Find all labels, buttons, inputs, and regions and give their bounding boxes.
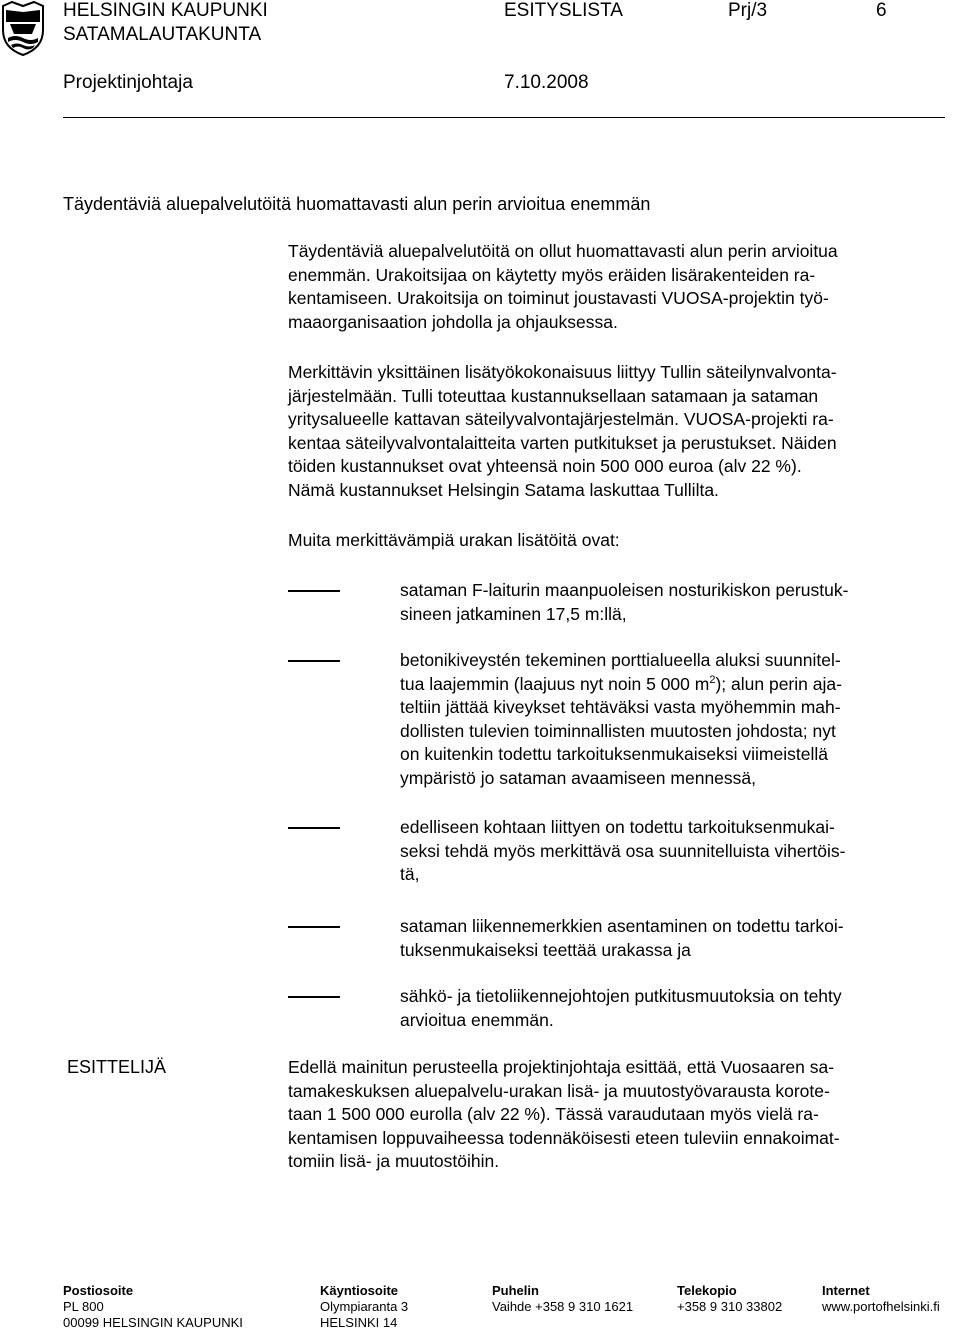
- header-org-line1: HELSINGIN KAUPUNKI: [63, 0, 268, 21]
- footer-postal-label: Postiosoite: [63, 1283, 134, 1298]
- paragraph-1-line: maaorganisaation johdolla ja ohjauksessa.: [288, 311, 618, 332]
- proposal-line: Edellä mainitun perusteella projektinjohtaja esittää, että Vuosaaren sa-: [288, 1057, 835, 1077]
- list-item-line: arvioitua enemmän.: [400, 1009, 554, 1030]
- list-item-line: edelliseen kohtaan liittyen on todettu tarkoituksenmukai-: [400, 817, 835, 837]
- header-page-number: 6: [876, 0, 887, 21]
- list-item-text: tua laajemmin (laajuus nyt noin 5 000 m: [400, 673, 710, 694]
- paragraph-2-line: kentaa säteilyvalvontalaitteita varten putkitukset ja perustukset. Näiden: [288, 432, 837, 453]
- proposal-label: ESITTELIJÄ: [67, 1057, 167, 1077]
- footer-visit-line2: HELSINKI 14: [320, 1315, 398, 1330]
- section-title: Täydentäviä aluepalvelutöitä huomattavasti alun perin arvioitua enemmän: [63, 194, 651, 214]
- list-item-line: sataman liikennemerkkien asentaminen on todettu tarkoi-: [400, 916, 844, 936]
- paragraph-2: [288, 361, 958, 502]
- list-item-line: ympäristö jo sataman avaamiseen mennessä,: [400, 767, 757, 788]
- list-item: [400, 985, 842, 1032]
- list-item-line: tuksenmukaiseksi teettää urakassa ja: [400, 939, 691, 960]
- list-dash: [288, 590, 340, 592]
- paragraph-2-line: yritysalueelle kattavan säteilyvalvontajärjestelmän. VUOSA-projekti ra-: [288, 409, 834, 429]
- header-author: Projektinjohtaja: [63, 72, 193, 93]
- footer-postal-line1: PL 800: [63, 1299, 104, 1314]
- proposal-line: taan 1 500 000 eurolla (alv 22 %). Tässä varaudutaan myös vielä ra-: [288, 1104, 819, 1124]
- list-item-text: ); alun perin aja-: [715, 673, 842, 694]
- footer-phone: [492, 1283, 633, 1315]
- paragraph-1-line: Täydentäviä aluepalvelutöitä on ollut huomattavasti alun perin arvioitua: [288, 241, 838, 261]
- header-case-id: Prj/3: [728, 0, 768, 21]
- footer-postal: [63, 1283, 243, 1331]
- list-dash: [288, 660, 340, 662]
- list-item: [400, 579, 848, 626]
- footer-phone-value: Vaihde +358 9 310 1621: [492, 1299, 634, 1314]
- list-item-line: teltiin jättää kiveykset tehtäväksi vasta myöhemmin mah-: [400, 697, 841, 717]
- list-item-line: tä,: [400, 864, 420, 884]
- superscript-2: 2: [709, 673, 716, 686]
- list-item-line: on kuitenkin todettu tarkoituksenmukaiseksi viimeistellä: [400, 744, 828, 764]
- list-item-line: seksi tehdä myös merkittävä osa suunnitelluista vihertöis-: [400, 840, 846, 861]
- paragraph-1-line: kentamiseen. Urakoitsija on toiminut joustavasti VUOSA-projektin työ-: [288, 288, 829, 308]
- footer-web-link[interactable]: www.portofhelsinki.fi: [822, 1299, 940, 1314]
- footer-visit-line1: Olympiaranta 3: [320, 1299, 409, 1314]
- header-doc-type: ESITYSLISTA: [504, 0, 623, 21]
- proposal-line: kentamisen loppuvaiheessa todennäköisesti eteen tuleviin ennakoimat-: [288, 1127, 840, 1148]
- paragraph-1: [288, 240, 958, 334]
- footer-visit-label: Käyntiosoite: [320, 1283, 399, 1298]
- list-dash: [288, 996, 340, 998]
- list-dash: [288, 827, 340, 829]
- footer-web-label: Internet: [822, 1283, 870, 1298]
- footer-postal-line2: 00099 HELSINGIN KAUPUNKI: [63, 1315, 243, 1330]
- list-item-line: betonikiveystén tekeminen porttialueella aluksi suunnitel-: [400, 650, 841, 670]
- list-item: [400, 649, 842, 790]
- helsinki-crest-logo: [0, 0, 46, 56]
- list-item: [400, 915, 844, 962]
- list-item-line: [400, 673, 842, 697]
- paragraph-2-line: Nämä kustannukset Helsingin Satama laskuttaa Tullilta.: [288, 479, 719, 500]
- header-date: 7.10.2008: [504, 72, 589, 93]
- list-dash: [288, 926, 340, 928]
- footer-fax-label: Telekopio: [677, 1283, 737, 1298]
- footer-visit: [320, 1283, 408, 1331]
- list-item-line: sataman F-laiturin maanpuoleisen nosturikiskon perustuk-: [400, 580, 849, 600]
- header-divider: [63, 117, 945, 118]
- proposal-paragraph: [288, 1056, 958, 1174]
- proposal-line: tomiin lisä- ja muutostöihin.: [288, 1151, 500, 1171]
- paragraph-2-line: töiden kustannukset ovat yhteensä noin 500 000 euroa (alv 22 %).: [288, 456, 802, 476]
- list-item-line: dollisten tulevien toiminnallisten muutosten johdosta; nyt: [400, 720, 836, 741]
- list-item-line: sähkö- ja tietoliikennejohtojen putkitusmuutoksia on tehty: [400, 986, 842, 1006]
- list-item: [400, 816, 845, 887]
- paragraph-2-line: järjestelmään. Tulli toteuttaa kustannuksellaan satamaan ja sataman: [288, 385, 819, 406]
- footer-web: [822, 1283, 940, 1315]
- header-org-line2: SATAMALAUTAKUNTA: [63, 24, 262, 45]
- paragraph-1-line: enemmän. Urakoitsijaa on käytetty myös eräiden lisärakenteiden ra-: [288, 264, 816, 285]
- footer-phone-label: Puhelin: [492, 1283, 539, 1298]
- list-intro: Muita merkittävämpiä urakan lisätöitä ovat:: [288, 530, 620, 550]
- footer-fax: [677, 1283, 782, 1315]
- paragraph-2-line: Merkittävin yksittäinen lisätyökokonaisuus liittyy Tullin säteilynvalvonta-: [288, 362, 837, 382]
- footer-fax-value: +358 9 310 33802: [677, 1299, 783, 1314]
- list-item-line: sineen jatkaminen 17,5 m:llä,: [400, 603, 627, 624]
- proposal-line: tamakeskuksen aluepalvelu-urakan lisä- ja muutostyövarausta korote-: [288, 1080, 830, 1101]
